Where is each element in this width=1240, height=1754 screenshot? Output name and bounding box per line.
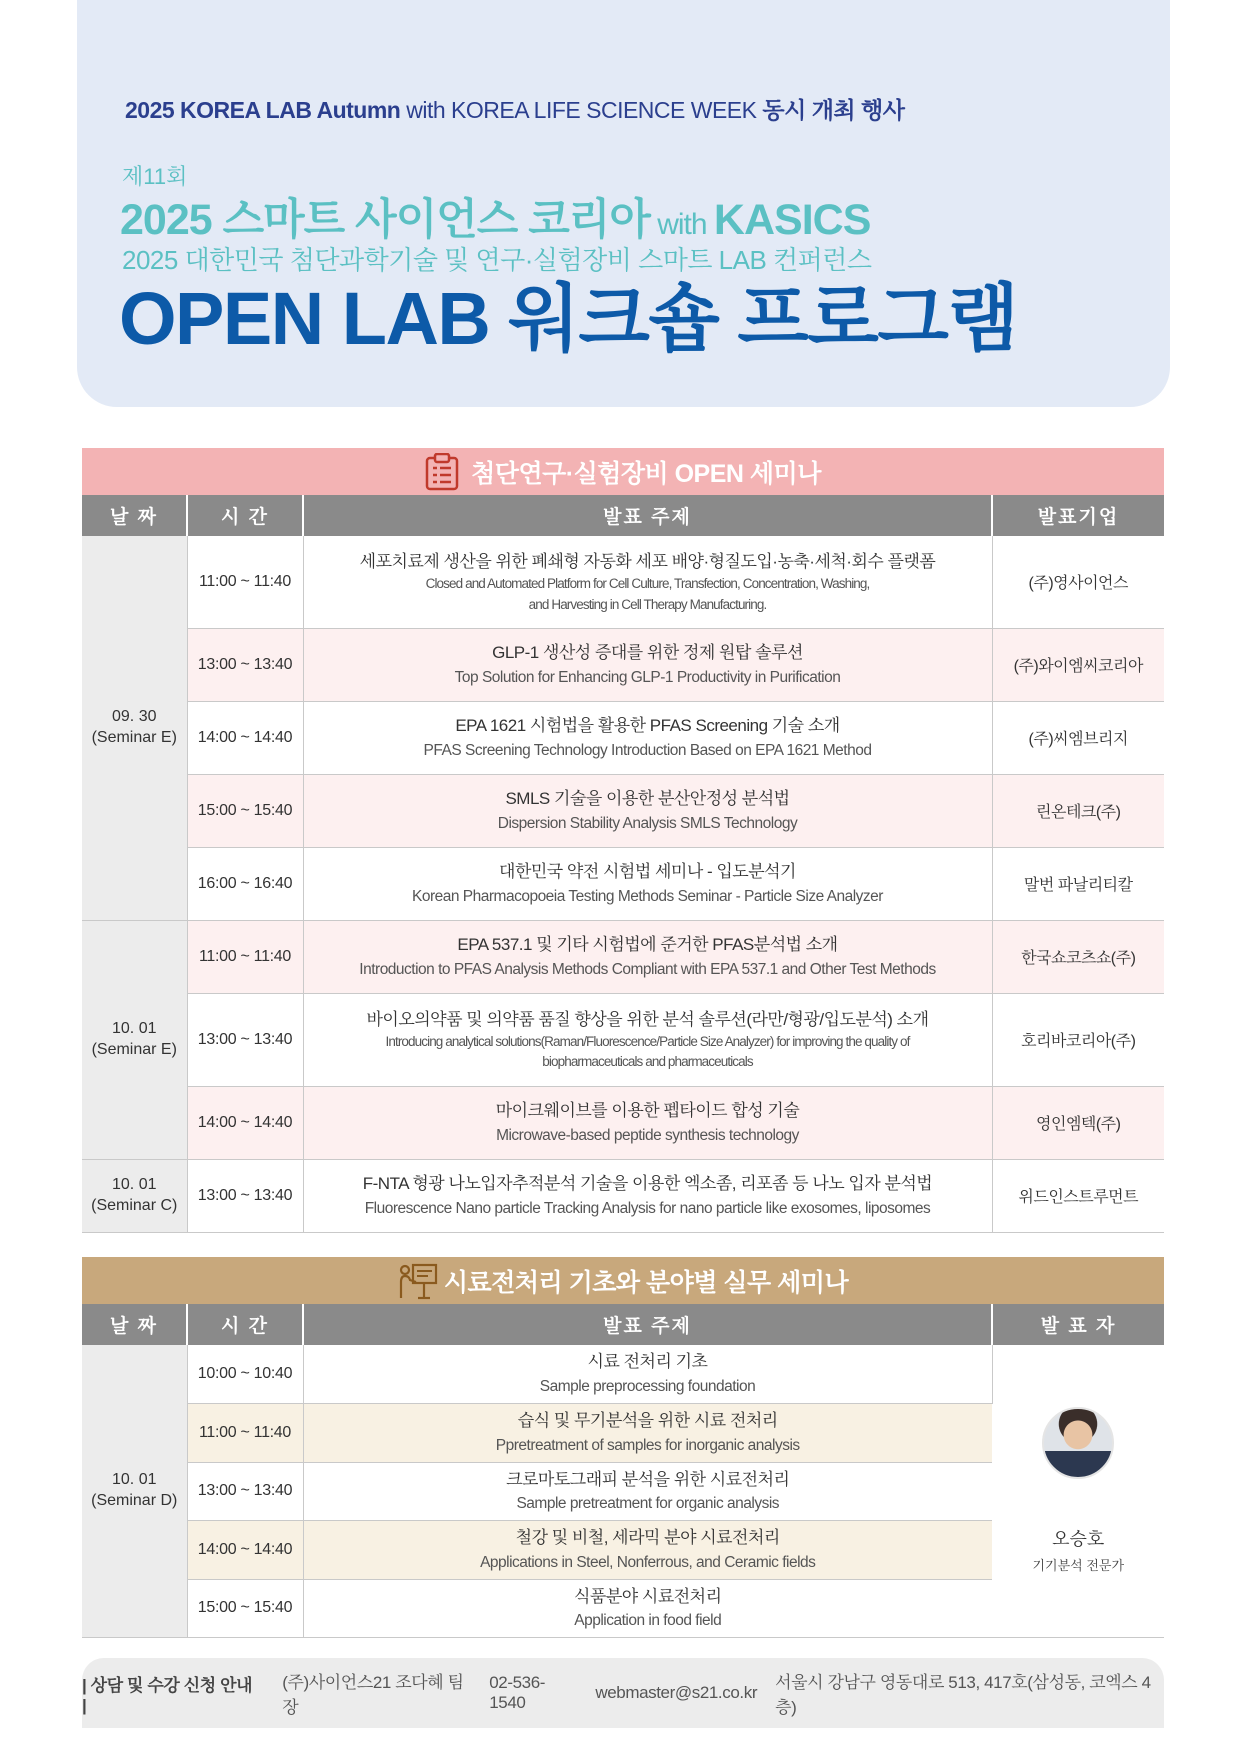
topic-kr: EPA 1621 시험법을 활용한 PFAS Screening 기술 소개 (455, 716, 840, 736)
table-row (82, 920, 1164, 993)
co-event-label: 동시 개최 행사 (762, 97, 905, 123)
header-speaker: 발 표 자 (992, 1304, 1164, 1345)
date-label: 10. 01 (112, 1175, 157, 1193)
topic-cell (303, 628, 992, 701)
co-event-line (125, 92, 904, 125)
event-subtitle: 2025 대한민국 첨단과학기술 및 연구·실험장비 스마트 LAB 컨퍼런스 (122, 245, 872, 275)
section1-title: 첨단연구·실험장비 OPEN 세미나 (471, 459, 821, 488)
presenter-board-icon (398, 1262, 432, 1300)
section2-title: 시료전처리 기초와 분야별 실무 세미나 (443, 1268, 849, 1297)
topic-cell (303, 1520, 992, 1579)
pretreatment-schedule-table (82, 1304, 1164, 1638)
topic-cell (303, 701, 992, 774)
topic-cell (303, 1579, 992, 1637)
company-cell: 영인엠텍(주) (992, 1086, 1164, 1159)
table-row (82, 774, 1164, 847)
contact-footer (82, 1658, 1164, 1728)
speaker-cell (992, 1345, 1164, 1637)
topic-en: Introducing analytical solutions(Raman/Fluorescence/Particle Size Analyzer) for improving the quality of (385, 1034, 910, 1049)
table-row (82, 1086, 1164, 1159)
seminar-label: (Seminar E) (91, 1040, 177, 1058)
header-time: 시 간 (187, 495, 303, 536)
header-date: 날 짜 (82, 495, 187, 536)
time-cell: 11:00 ~ 11:40 (187, 1403, 303, 1462)
topic-cell (303, 1086, 992, 1159)
topic-kr: 식품분야 시료전처리 (573, 1586, 722, 1606)
topic-kr: 마이크웨이브를 이용한 펩타이드 합성 기술 (495, 1101, 800, 1121)
date-label: 10. 01 (112, 1019, 157, 1037)
header-time: 시 간 (187, 1304, 303, 1345)
speaker-photo (1042, 1407, 1114, 1479)
time-cell: 14:00 ~ 14:40 (187, 1086, 303, 1159)
time-cell: 14:00 ~ 14:40 (187, 701, 303, 774)
topic-cell (303, 847, 992, 920)
topic-en-2: biopharmaceuticals and pharmaceuticals (542, 1054, 753, 1070)
topic-kr: SMLS 기술을 이용한 분산안정성 분석법 (505, 789, 790, 809)
topic-cell (303, 920, 992, 993)
header-panel (77, 0, 1170, 407)
topic-en: Closed and Automated Platform for Cell Culture, Transfection, Concentration, Washing, (425, 576, 870, 592)
time-cell: 11:00 ~ 11:40 (187, 536, 303, 628)
time-cell: 13:00 ~ 13:40 (187, 1462, 303, 1520)
time-cell: 13:00 ~ 13:40 (187, 993, 303, 1086)
edition-label: 제11회 (122, 164, 188, 189)
topic-kr: F-NTA 형광 나노입자추적분석 기술을 이용한 엑소좀, 리포좀 등 나노 입자 분석법 (362, 1174, 933, 1194)
topic-kr: 습식 및 무기분석을 위한 시료 전처리 (517, 1411, 778, 1431)
topic-cell (303, 1462, 992, 1520)
company-cell: 위드인스트루먼트 (992, 1159, 1164, 1232)
topic-en-2: and Harvesting in Cell Therapy Manufacturing. (528, 596, 767, 612)
topic-cell (303, 774, 992, 847)
contact-label: | 상담 및 수강 신청 안내 | (82, 1675, 253, 1715)
topic-en: Top Solution for Enhancing GLP-1 Productivity in Purification (454, 668, 841, 686)
event-title-main: 2025 스마트 사이언스 코리아 (120, 196, 650, 244)
topic-kr: GLP-1 생산성 증대를 위한 정제 원탑 솔루션 (492, 643, 803, 663)
topic-cell (303, 1345, 992, 1403)
topic-kr: 대한민국 약전 시험법 세미나 - 입도분석기 (499, 862, 796, 882)
seminar-schedule-table (82, 495, 1164, 1233)
event-title (120, 186, 870, 247)
topic-en: Introduction to PFAS Analysis Methods Compliant with EPA 537.1 and Other Test Methods (359, 960, 936, 978)
company-cell: 말번 파날리티칼 (992, 847, 1164, 920)
section2-title-bar (82, 1257, 1164, 1304)
seminar-label: (Seminar D) (91, 1491, 178, 1509)
header-company: 발표기업 (992, 495, 1164, 536)
header-topic: 발표 주제 (303, 1304, 992, 1345)
table-row (82, 847, 1164, 920)
topic-en: PFAS Screening Technology Introduction Based on EPA 1621 Method (423, 741, 872, 759)
topic-en: Microwave-based peptide synthesis technology (496, 1126, 799, 1144)
date-cell (82, 1345, 187, 1637)
topic-cell (303, 536, 992, 628)
time-cell: 11:00 ~ 11:40 (187, 920, 303, 993)
company-cell: 한국쇼코츠쇼(주) (992, 920, 1164, 993)
contact-person: (주)사이언스21 조다혜 팀장 (282, 1673, 464, 1717)
topic-en: Dispersion Stability Analysis SMLS Technology (497, 814, 798, 832)
time-cell: 13:00 ~ 13:40 (187, 1159, 303, 1232)
clipboard-icon (425, 453, 459, 491)
speaker-role: 기기분석 전문가 (1032, 1558, 1125, 1574)
seminar-label: (Seminar C) (91, 1196, 178, 1214)
table-row (82, 628, 1164, 701)
table-row (82, 1345, 1164, 1403)
date-cell (82, 920, 187, 1159)
topic-kr: 바이오의약품 및 의약품 품질 향상을 위한 분석 솔루션(라만/형광/입도분석) 소개 (366, 1009, 929, 1029)
table-row (82, 701, 1164, 774)
topic-en: Korean Pharmacopoeia Testing Methods Seminar - Particle Size Analyzer (412, 887, 883, 905)
event-title-with: with (649, 208, 714, 241)
event-title-kasics: KASICS (713, 196, 871, 244)
time-cell: 14:00 ~ 14:40 (187, 1520, 303, 1579)
date-cell (82, 1159, 187, 1232)
company-cell: 호리바코리아(주) (992, 993, 1164, 1086)
topic-en: Ppretreatment of samples for inorganic analysis (495, 1436, 800, 1454)
topic-kr: EPA 537.1 및 기타 시험법에 준거한 PFAS분석법 소개 (457, 935, 838, 955)
korea-lab-label: 2025 KOREA LAB Autumn (125, 97, 401, 123)
time-cell: 15:00 ~ 15:40 (187, 1579, 303, 1637)
program-title: OPEN LAB 워크숍 프로그램 (119, 277, 1018, 360)
topic-kr: 철강 및 비철, 세라믹 분야 시료전처리 (515, 1528, 780, 1548)
topic-kr: 시료 전처리 기초 (587, 1352, 708, 1372)
company-cell: (주)영사이언스 (992, 536, 1164, 628)
topic-kr: 세포치료제 생산을 위한 폐쇄형 자동화 세포 배양·형질도입·농축·세척·회수 플랫폼 (359, 551, 936, 571)
topic-en: Applications in Steel, Nonferrous, and Ceramic fields (480, 1553, 816, 1571)
table-row (82, 993, 1164, 1086)
topic-en: Sample pretreatment for organic analysis (516, 1495, 780, 1513)
company-cell: 린온테크(주) (992, 774, 1164, 847)
table-row (82, 1159, 1164, 1232)
contact-address: 서울시 강남구 영동대로 513, 417호(삼성동, 코엑스 4층) (775, 1673, 1151, 1717)
topic-cell (303, 1159, 992, 1232)
life-science-label: with KOREA LIFE SCIENCE WEEK (400, 97, 763, 123)
topic-en: Fluorescence Nano particle Tracking Analysis for nano particle like exosomes, liposomes (364, 1199, 931, 1217)
header-topic: 발표 주제 (303, 495, 992, 536)
topic-en: Application in food field (574, 1612, 722, 1630)
speaker-name: 오승호 (1052, 1529, 1105, 1550)
seminar-label: (Seminar E) (91, 728, 177, 746)
contact-phone: 02-536-1540 (489, 1673, 546, 1712)
topic-en: Sample preprocessing foundation (539, 1377, 756, 1395)
header-date: 날 짜 (82, 1304, 187, 1345)
company-cell: (주)씨엠브리지 (992, 701, 1164, 774)
section1-title-bar (82, 448, 1164, 495)
date-label: 09. 30 (112, 707, 157, 725)
contact-email[interactable]: webmaster@s21.co.kr (595, 1683, 758, 1702)
topic-cell (303, 1403, 992, 1462)
company-cell: (주)와이엠씨코리아 (992, 628, 1164, 701)
time-cell: 15:00 ~ 15:40 (187, 774, 303, 847)
time-cell: 10:00 ~ 10:40 (187, 1345, 303, 1403)
date-cell (82, 536, 187, 920)
topic-kr: 크로마토그래피 분석을 위한 시료전처리 (506, 1469, 790, 1489)
time-cell: 13:00 ~ 13:40 (187, 628, 303, 701)
date-label: 10. 01 (112, 1470, 157, 1488)
topic-cell (303, 993, 992, 1086)
table-row (82, 536, 1164, 628)
time-cell: 16:00 ~ 16:40 (187, 847, 303, 920)
